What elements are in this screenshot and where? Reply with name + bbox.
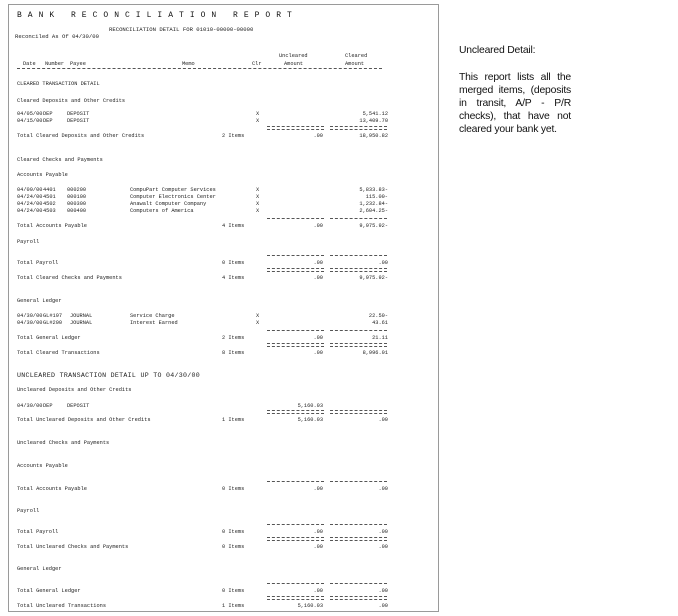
- side-note-body: This report lists all the merged items, (deposits in transit, A/P - P/R checks), that have not cleared your bank yet.: [459, 72, 571, 135]
- total-row: Total Accounts Payable 4 Items .00 9,975.92-: [17, 223, 388, 229]
- col-payee: Payee: [70, 61, 86, 67]
- total-rule: [330, 343, 387, 347]
- total-rule: [330, 126, 387, 130]
- subtotal-rule: [330, 524, 387, 525]
- subtotal-rule: [267, 524, 324, 525]
- total-rule: [330, 410, 387, 414]
- payroll-heading: Payroll: [17, 239, 40, 245]
- total-rule: [330, 537, 387, 541]
- subtotal-rule: [267, 583, 324, 584]
- subtotal-rule: [330, 255, 387, 256]
- subtotal-rule: [330, 218, 387, 219]
- cleared-checks-heading: Cleared Checks and Payments: [17, 157, 103, 163]
- report-title: BANK RECONCILIATION REPORT: [17, 11, 298, 20]
- ap-heading: Accounts Payable: [17, 172, 68, 178]
- subtotal-rule: [267, 255, 324, 256]
- table-row: 04/24/00 4503 000400 Computers of America X 2,604.25-: [17, 208, 388, 214]
- total-row: Total Cleared Checks and Payments 4 Items .00 9,975.92-: [17, 275, 388, 281]
- side-note: [459, 44, 571, 136]
- uncleared-gl-heading: General Ledger: [17, 566, 62, 572]
- uncleared-deposits-heading: Uncleared Deposits and Other Credits: [17, 387, 132, 393]
- total-row: Total Cleared Transactions 8 Items .00 8,996.01: [17, 350, 388, 356]
- total-row: Total Uncleared Transactions 1 Items 5,160.03 .00: [17, 603, 388, 609]
- table-row: 04/15/00 DEP DEPOSIT X 13,409.70: [17, 118, 388, 124]
- uncleared-payroll-heading: Payroll: [17, 508, 40, 514]
- col-clr: Clr: [252, 61, 262, 67]
- col-memo: Memo: [182, 61, 195, 67]
- total-rule: [267, 596, 324, 600]
- total-row: Total General Ledger 0 Items .00 .00: [17, 588, 388, 594]
- total-row: Total Uncleared Deposits and Other Credits 1 Items 5,160.03 .00: [17, 417, 388, 423]
- gl-heading: General Ledger: [17, 298, 62, 304]
- total-row: Total Uncleared Checks and Payments 0 Items .00 .00: [17, 544, 388, 550]
- total-row: Total General Ledger 2 Items .00 21.11: [17, 335, 388, 341]
- subtotal-rule: [330, 330, 387, 331]
- subtotal-rule: [267, 481, 324, 482]
- cleared-deposits-heading: Cleared Deposits and Other Credits: [17, 98, 126, 104]
- col-uncleared-2: Amount: [284, 61, 304, 67]
- cleared-heading: CLEARED TRANSACTION DETAIL: [17, 81, 100, 87]
- uncleared-ap-heading: Accounts Payable: [17, 463, 68, 469]
- table-row: 04/09/00 4401 000200 CompuPart Computer Services X 5,833.83-: [17, 187, 388, 193]
- reconciled-as-of: Reconciled As Of 04/30/00: [15, 33, 99, 40]
- total-rule: [267, 268, 324, 272]
- uncleared-checks-heading: Uncleared Checks and Payments: [17, 440, 110, 446]
- col-number: Number: [45, 61, 65, 67]
- report-subtitle: RECONCILIATION DETAIL FOR 01010-00000-00000: [109, 26, 254, 33]
- total-rule: [267, 410, 324, 414]
- table-row: 04/30/00 GL#197 JOURNAL Service Charge X 22.50-: [17, 313, 388, 319]
- header-rule: [17, 68, 382, 69]
- table-row: 04/05/00 DEP DEPOSIT X 5,541.12: [17, 111, 388, 117]
- col-date: Date: [23, 61, 36, 67]
- total-rule: [330, 268, 387, 272]
- col-cleared-2: Amount: [345, 61, 365, 67]
- total-row: Total Accounts Payable 0 Items .00 .00: [17, 486, 388, 492]
- subtotal-rule: [267, 218, 324, 219]
- uncleared-heading: UNCLEARED TRANSACTION DETAIL UP TO 04/30/00: [17, 372, 201, 379]
- subtotal-rule: [267, 330, 324, 331]
- total-rule: [267, 126, 324, 130]
- total-row: Total Cleared Deposits and Other Credits 2 Items .00 18,950.82: [17, 133, 388, 139]
- col-cleared-1: Cleared: [345, 53, 368, 59]
- subtotal-rule: [330, 583, 387, 584]
- total-row: Total Payroll 0 Items .00 .00: [17, 260, 388, 266]
- total-row: Total Payroll 0 Items .00 .00: [17, 529, 388, 535]
- table-row: 04/30/00 GL#200 JOURNAL Interest Earned X 43.61: [17, 320, 388, 326]
- total-rule: [267, 537, 324, 541]
- report-page: [8, 4, 439, 612]
- table-row: 04/24/00 4501 000100 Computer Electronics Center X 115.00-: [17, 194, 388, 200]
- table-row: 04/30/00 DEP DEPOSIT 5,160.03: [17, 403, 323, 409]
- col-uncleared-1: Uncleared: [279, 53, 308, 59]
- total-rule: [267, 343, 324, 347]
- total-rule: [330, 596, 387, 600]
- subtotal-rule: [330, 481, 387, 482]
- table-row: 04/24/00 4502 000300 Anawalt Computer Company X 1,232.84-: [17, 201, 388, 207]
- side-note-heading: Uncleared Detail:: [459, 45, 536, 56]
